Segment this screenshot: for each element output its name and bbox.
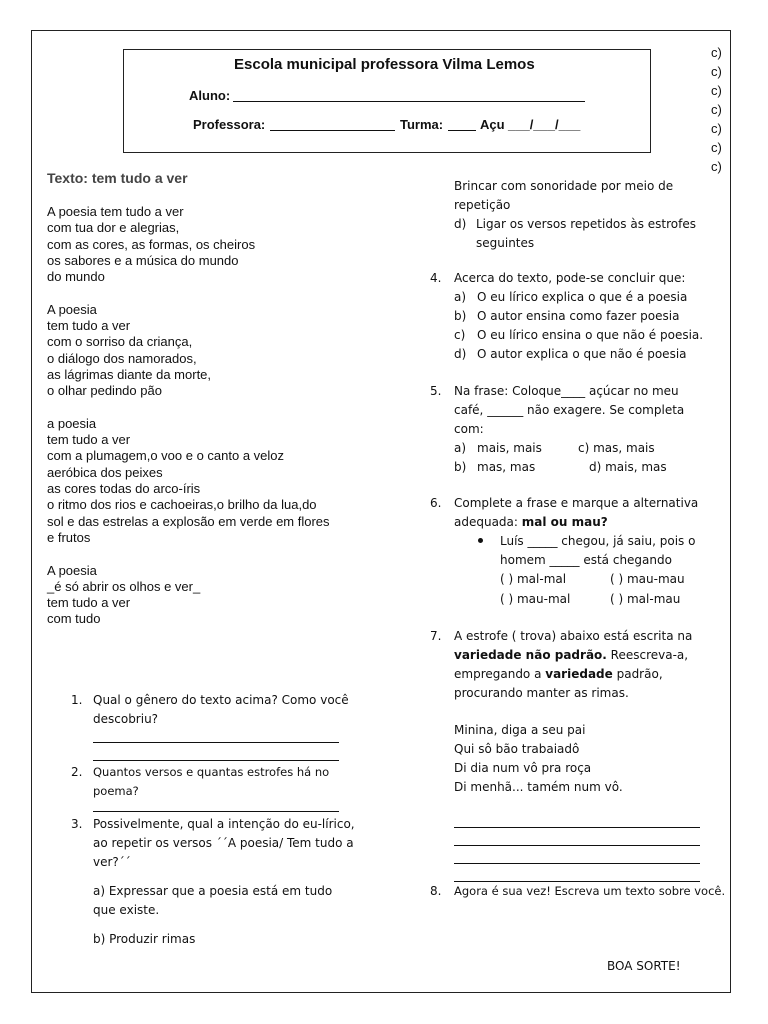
question-number: 7. (430, 629, 442, 643)
question-7-text-bold: variedade não padrão. (454, 648, 607, 662)
poem-line: as lágrimas diante da morte, (47, 366, 212, 382)
question-4-option: O autor explica o que não é poesia (477, 347, 687, 361)
option-letter: b) (454, 460, 467, 474)
answer-line[interactable] (93, 760, 339, 761)
professora-field[interactable] (270, 130, 395, 131)
question-number: 1. (71, 693, 83, 707)
poem-line: A poesia (47, 562, 97, 578)
poem-line: sol e das estrelas a explosão em verde em flores (47, 513, 330, 529)
question-3-option-a: a) Expressar que a poesia está em tudo que existe. (93, 884, 333, 917)
answer-line[interactable] (93, 742, 339, 743)
question-3-option-c (454, 177, 714, 215)
corner-options (711, 43, 722, 176)
question-3-option-d: Ligar os versos repetidos às estrofes seguintes (476, 217, 696, 250)
poem-line: A poesia (47, 301, 97, 317)
question-6-choice[interactable]: ( ) mau-mal (500, 592, 571, 606)
poem-line: e frutos (47, 529, 91, 545)
professora-label: Professora: (193, 117, 266, 132)
question-6-sentence: Luís _____ chegou, já saiu, pois o homem _____ está chegando (500, 534, 696, 567)
answer-line[interactable] (454, 845, 700, 846)
option-letter: c) (454, 328, 466, 342)
question-5-option-c: c) mas, mais (578, 441, 655, 455)
poem-line: com o sorriso da criança, (47, 334, 193, 350)
question-5-option-b: mas, mas (477, 460, 536, 474)
question-3-text: Possivelmente, qual a intenção do eu-lírico, ao repetir os versos ´´A poesia/ Tem tudo a ver?´´ (93, 817, 355, 869)
question-4-option: O eu lírico ensina o que não é poesia. (477, 328, 704, 342)
acu-label: Açu (480, 117, 505, 132)
poem-line: tem tudo a ver (47, 432, 131, 448)
poem-line: o olhar pedindo pão (47, 383, 162, 399)
question-7-text-bold: variedade (545, 667, 613, 681)
question-number: 6. (430, 496, 442, 510)
date-field[interactable]: ___/___/___ (508, 117, 581, 132)
option-letter: d) (454, 347, 467, 361)
option-letter: b) (454, 309, 467, 323)
question-5-option-a: mais, mais (477, 441, 542, 455)
turma-label: Turma: (400, 117, 444, 132)
corner-option: c) (711, 64, 722, 79)
corner-option: c) (711, 102, 722, 117)
answer-line[interactable] (454, 863, 700, 864)
verse-line: Di dia num vô pra roça (454, 761, 592, 775)
question-8-text: Agora é sua vez! Escreva um texto sobre você. (454, 884, 726, 898)
poem-line: _é só abrir os olhos e ver_ (47, 578, 201, 594)
footer-good-luck: BOA SORTE! (607, 959, 681, 973)
corner-option: c) (711, 140, 722, 155)
question-6-text (454, 494, 714, 532)
aluno-field[interactable] (233, 101, 585, 102)
poem-line: as cores todas do arco-íris (47, 481, 201, 497)
question-7-text-part: A estrofe ( trova) abaixo está escrita na (454, 629, 693, 643)
corner-option: c) (711, 159, 722, 174)
question-number: 2. (71, 765, 83, 779)
question-4-option: O autor ensina como fazer poesia (477, 309, 680, 323)
question-number: 3. (71, 817, 83, 831)
question-number: 5. (430, 384, 442, 398)
question-7-text (454, 627, 712, 703)
poem-line: do mundo (47, 269, 105, 285)
verse-line: Qui sô bão trabaiadô (454, 742, 580, 756)
corner-option: c) (711, 121, 722, 136)
question-6-choice[interactable]: ( ) mal-mau (610, 592, 681, 606)
poem-line: A poesia tem tudo a ver (47, 204, 184, 219)
question-2-text: Quantos versos e quantas estrofes há no poema? (93, 765, 330, 798)
verse-line: Di menhã... tamém num vô. (454, 780, 623, 794)
poem (47, 204, 330, 628)
poem-line: a poesia (47, 415, 97, 431)
bullet-icon (478, 538, 483, 543)
option-letter: a) (454, 290, 467, 304)
question-number: 4. (430, 271, 442, 285)
corner-option: c) (711, 83, 722, 98)
answer-line[interactable] (454, 827, 700, 828)
poem-line: o diálogo dos namorados, (47, 350, 197, 366)
poem-line: aeróbica dos peixes (47, 464, 163, 480)
poem-line: o ritmo dos rios e cachoeiras,o brilho da lua,do (47, 497, 317, 513)
question-number: 8. (430, 884, 442, 898)
corner-option: c) (711, 45, 722, 60)
question-1-text: Qual o gênero do texto acima? Como você descobriu? (93, 693, 349, 726)
aluno-label: Aluno: (189, 88, 231, 103)
question-6-choice[interactable]: ( ) mal-mal (500, 572, 567, 586)
question-4-text: Acerca do texto, pode-se concluir que: (454, 271, 686, 285)
option-c-text: Brincar com sonoridade por meio de repetição (454, 179, 674, 212)
answer-line[interactable] (93, 811, 339, 812)
text-title: Texto: tem tudo a ver (47, 170, 188, 186)
question-4-option: O eu lírico explica o que é a poesia (477, 290, 688, 304)
poem-line: com tua dor e alegrias, (47, 220, 180, 236)
verse-line: Minina, diga a seu pai (454, 723, 586, 737)
school-title: Escola municipal professora Vilma Lemos (234, 56, 535, 73)
question-7-text-part: padrão, procurando manter as rimas. (454, 667, 663, 700)
poem-line: com a plumagem,o voo e o canto a veloz (47, 448, 285, 464)
question-6-choice[interactable]: ( ) mau-mau (610, 572, 685, 586)
poem-line: os sabores e a música do mundo (47, 252, 239, 268)
question-3-option-b: b) Produzir rimas (93, 932, 196, 946)
poem-line: tem tudo a ver (47, 318, 131, 334)
question-6-text-bold: mal ou mau? (521, 515, 608, 529)
question-6-text-start: Complete a frase e marque a alternativa adequada: (454, 496, 699, 529)
poem-line: com as cores, as formas, os cheiros (47, 236, 256, 252)
turma-field[interactable] (448, 130, 476, 131)
poem-line: tem tudo a ver (47, 595, 131, 611)
question-7-text-part: Reescreva-a, empregando a (454, 648, 689, 681)
option-letter: d) (454, 217, 467, 231)
question-5-option-d: d) mais, mas (589, 460, 667, 474)
option-letter: a) (454, 441, 467, 455)
poem-line: com tudo (47, 611, 101, 627)
question-5-text: Na frase: Coloque____ açúcar no meu café, ______ não exagere. Se completa com: (454, 384, 685, 436)
